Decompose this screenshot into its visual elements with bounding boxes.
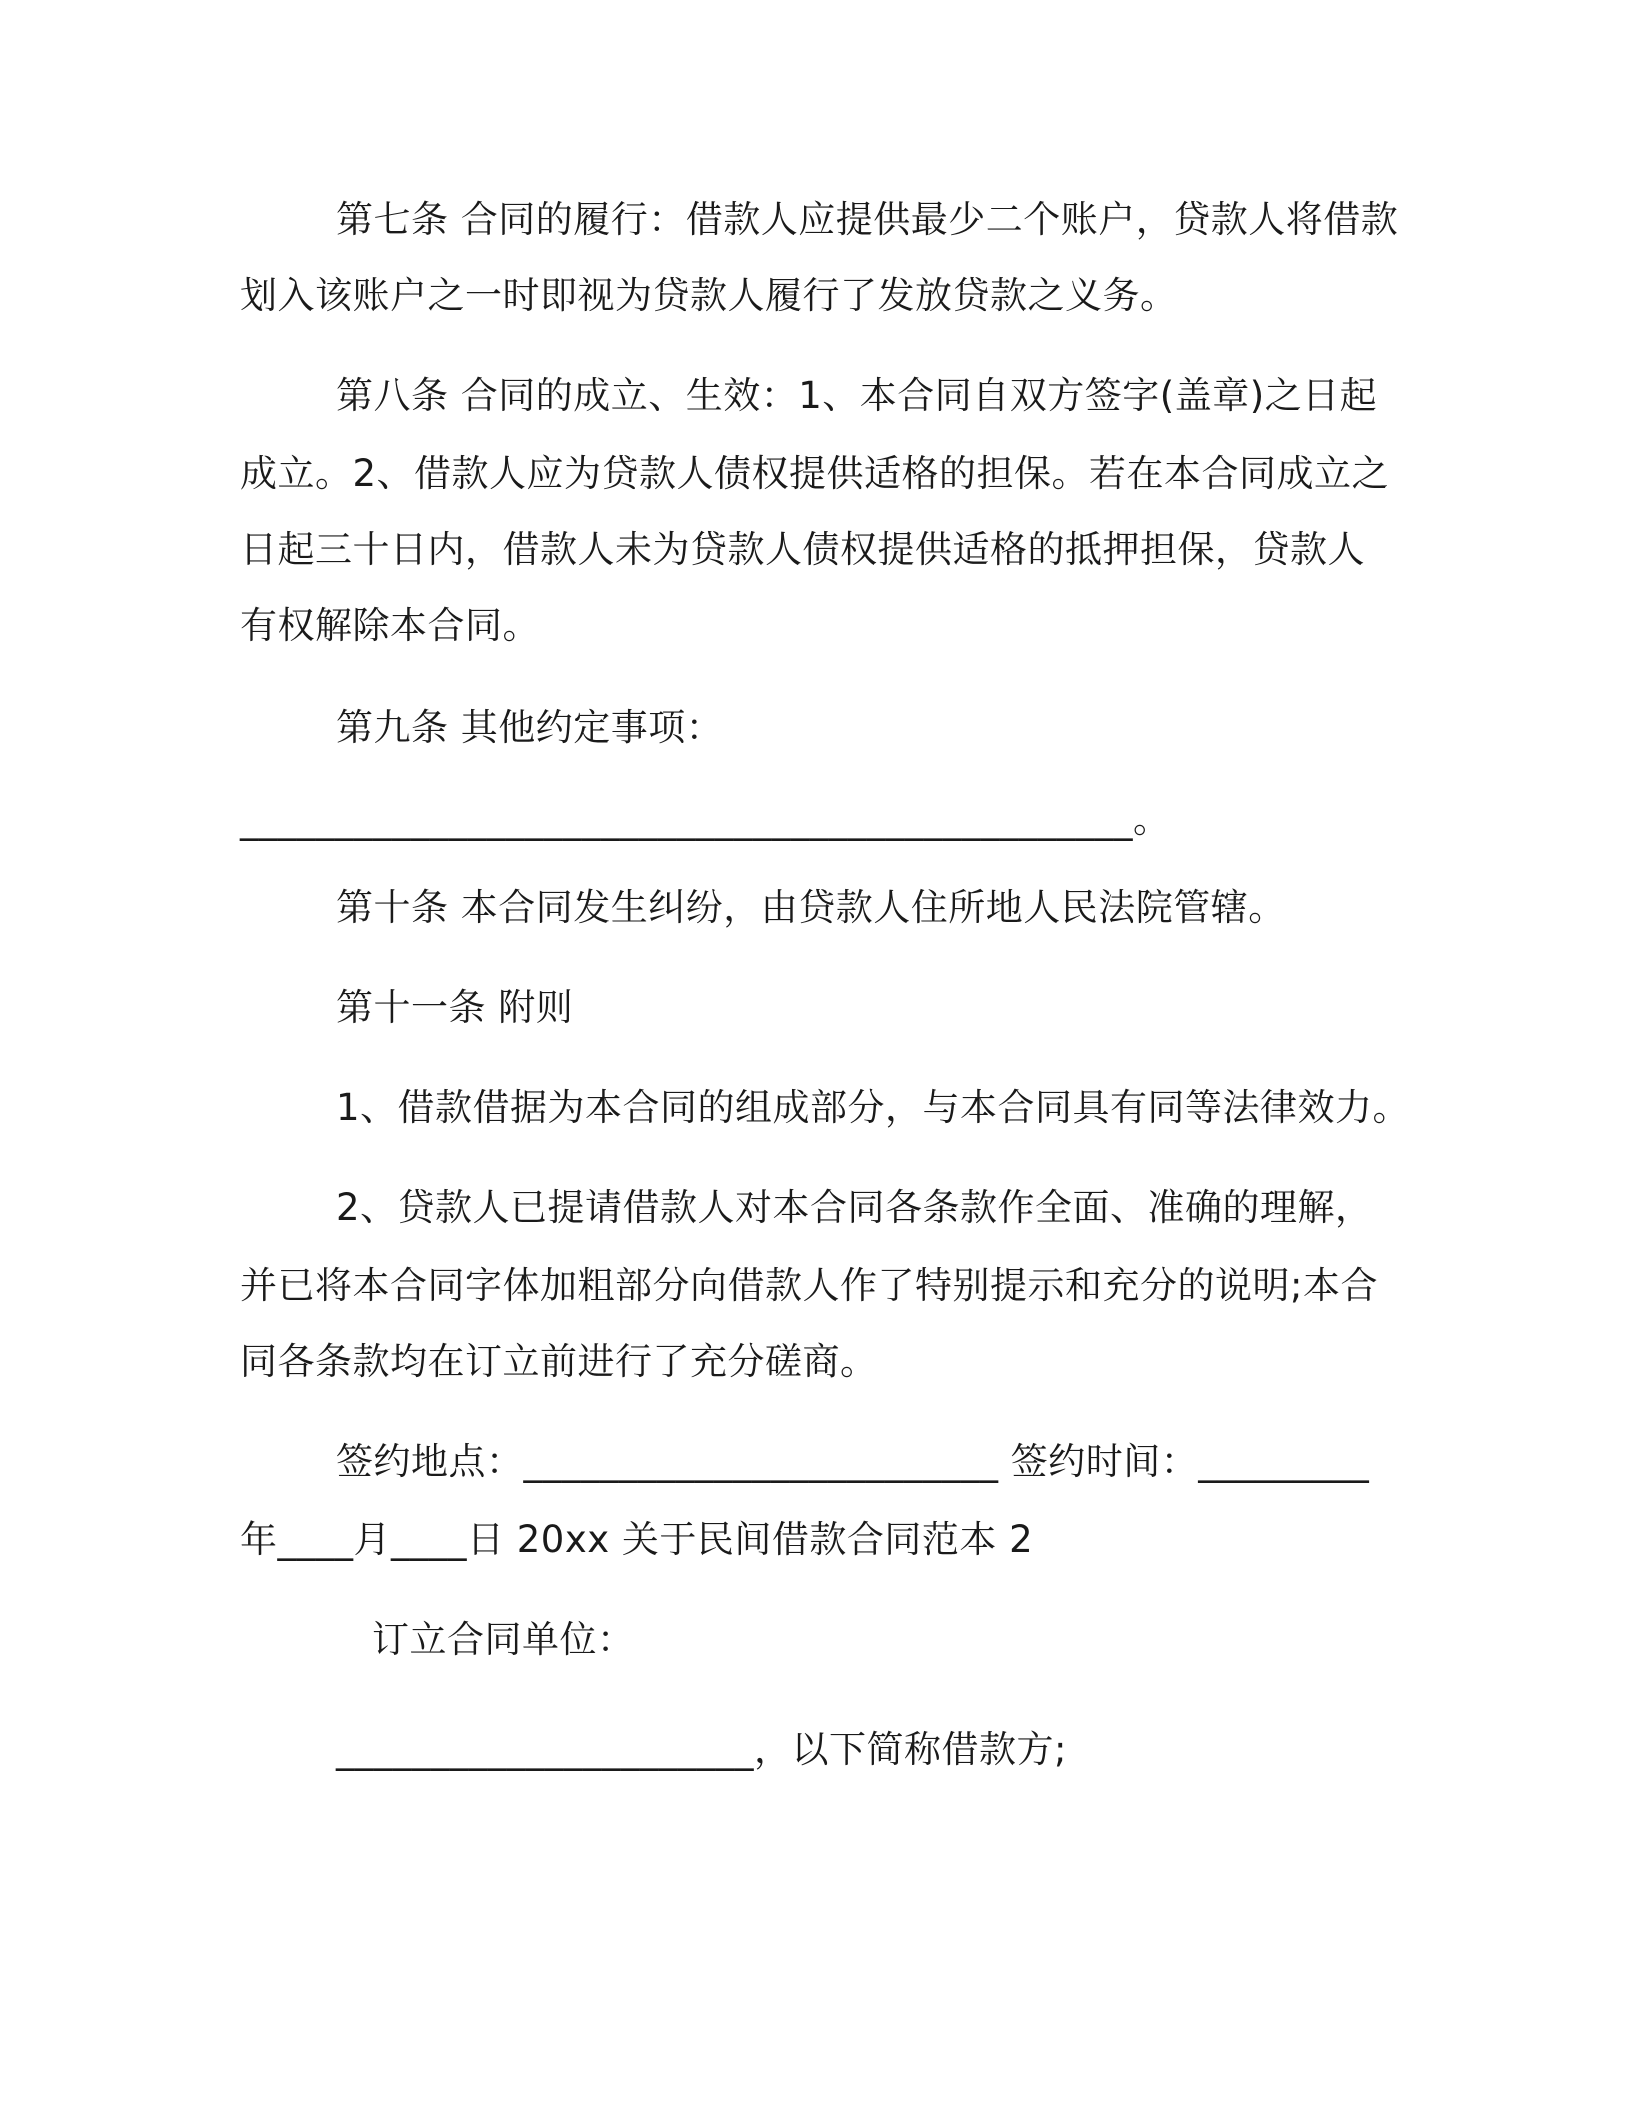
borrower-line: ______________________，以下简称借款方; <box>336 1728 1067 1771</box>
article-11-item-2-line-3: 同各条款均在订立前进行了充分磋商。 <box>240 1340 878 1383</box>
article-9-heading: 第九条 其他约定事项： <box>336 706 724 749</box>
contracting-unit-label: 订立合同单位： <box>372 1618 635 1661</box>
article-8-line-2: 成立。2、借款人应为贷款人债权提供适格的担保。若在本合同成立之 <box>240 452 1390 495</box>
article-11-item-1: 1、借款借据为本合同的组成部分，与本合同具有同等法律效力。 <box>336 1086 1411 1129</box>
article-10-line: 第十条 本合同发生纠纷，由贷款人住所地人民法院管辖。 <box>336 886 1286 929</box>
article-11-heading: 第十一条 附则 <box>336 986 574 1029</box>
article-8-line-4: 有权解除本合同。 <box>240 604 540 647</box>
article-8-line-1: 第八条 合同的成立、生效：1、本合同自双方签字(盖章)之日起 <box>336 374 1378 417</box>
article-7-line-2: 划入该账户之一时即视为贷款人履行了发放贷款之义务。 <box>240 274 1178 317</box>
article-9-blank-line: _______________________________________________。 <box>240 798 1171 841</box>
article-11-item-2-line-1: 2、贷款人已提请借款人对本合同各条款作全面、准确的理解， <box>336 1186 1373 1229</box>
signing-date-line: 年____月____日 20xx 关于民间借款合同范本 2 <box>240 1518 1034 1561</box>
article-11-item-2-line-2: 并已将本合同字体加粗部分向借款人作了特别提示和充分的说明;本合 <box>240 1264 1378 1307</box>
signing-place-time-line: 签约地点：_________________________ 签约时间：_________ <box>336 1440 1370 1483</box>
article-8-line-3: 日起三十日内，借款人未为贷款人债权提供适格的抵押担保，贷款人 <box>240 528 1365 571</box>
article-7-line-1: 第七条 合同的履行：借款人应提供最少二个账户，贷款人将借款 <box>336 198 1399 241</box>
